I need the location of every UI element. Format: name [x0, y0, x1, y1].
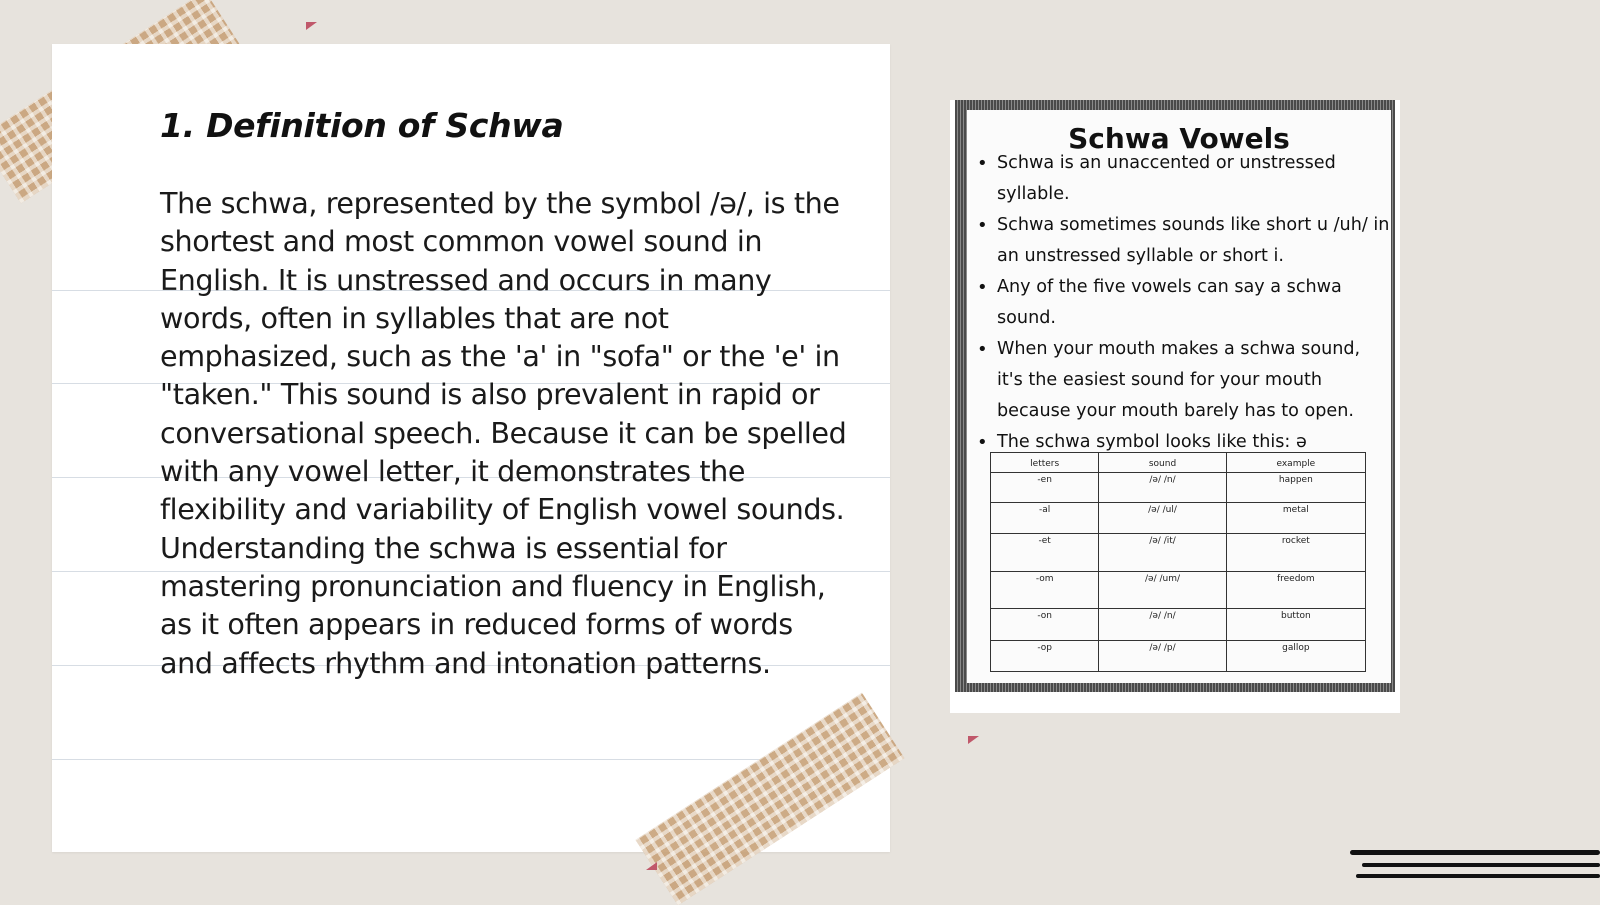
table-cell: /ə/ /n/ — [1099, 473, 1226, 503]
table-row — [991, 572, 1366, 609]
poster-content — [967, 110, 1391, 683]
brush-stroke — [1350, 850, 1600, 855]
brush-stroke — [1362, 863, 1600, 867]
poster-bullet: • When your mouth makes a schwa sound, it's the easiest sound for your mouth because your mouth barely has to open. — [977, 334, 1391, 427]
schwa-poster-image — [950, 100, 1400, 713]
table-cell: rocket — [1226, 534, 1365, 572]
table-cell: button — [1226, 609, 1365, 641]
table-header-cell: example — [1226, 453, 1365, 473]
poster-border — [955, 100, 1395, 692]
table-row — [991, 534, 1366, 572]
table-cell: -on — [991, 609, 1099, 641]
table-cell: /ə/ /p/ — [1099, 641, 1226, 672]
poster-bullet-list — [977, 148, 1391, 458]
table-row — [991, 473, 1366, 503]
table-cell: -et — [991, 534, 1099, 572]
poster-bullet: • The schwa symbol looks like this: ə — [977, 427, 1391, 458]
table-cell: gallop — [1226, 641, 1365, 672]
table-cell: -al — [991, 503, 1099, 534]
table-cell: -op — [991, 641, 1099, 672]
slide-heading: 1. Definition of Schwa — [160, 106, 564, 145]
table-cell: /ə/ /it/ — [1099, 534, 1226, 572]
decorative-brush-lines — [1350, 848, 1600, 888]
table-cell: freedom — [1226, 572, 1365, 609]
schwa-examples-table — [990, 452, 1366, 672]
table-cell: metal — [1226, 503, 1365, 534]
table-row — [991, 503, 1366, 534]
table-row — [991, 641, 1366, 672]
poster-bullet: • Schwa is an unaccented or unstressed syllable. — [977, 148, 1391, 210]
poster-bullet: • Schwa sometimes sounds like short u /uh/ in an unstressed syllable or short i. — [977, 210, 1391, 272]
table-cell: happen — [1226, 473, 1365, 503]
table-cell: -en — [991, 473, 1099, 503]
pin-marker — [646, 862, 657, 870]
table-header-cell: letters — [991, 453, 1099, 473]
poster-bullet: • Any of the five vowels can say a schwa sound. — [977, 272, 1391, 334]
slide-body-text: The schwa, represented by the symbol /ə/, is the shortest and most common vowel sound in English. It is unstressed and occurs in many words, often in syllables that are not emphasized, such as the 'a' in "sofa" or the 'e' in "taken." This sound is also prevalent in rapid or conversational speech. Because it can be spelled with any vowel letter, it demonstrates the flexibility and variability of English vowel sounds. Understanding the schwa is essential for mastering pronunciation and fluency in English, as it often appears in reduced forms of words and affects rhythm and intonation patterns. — [160, 186, 847, 680]
table-cell: /ə/ /um/ — [1099, 572, 1226, 609]
table-cell: /ə/ /ul/ — [1099, 503, 1226, 534]
pin-marker — [306, 22, 317, 30]
brush-stroke — [1356, 874, 1600, 878]
lined-paper-card — [52, 44, 890, 852]
table-cell: /ə/ /n/ — [1099, 609, 1226, 641]
table-header-row — [991, 453, 1366, 473]
table-cell: -om — [991, 572, 1099, 609]
table-row — [991, 609, 1366, 641]
poster-title: Schwa Vowels — [1068, 122, 1290, 155]
pin-marker — [968, 736, 979, 744]
table-header-cell: sound — [1099, 453, 1226, 473]
